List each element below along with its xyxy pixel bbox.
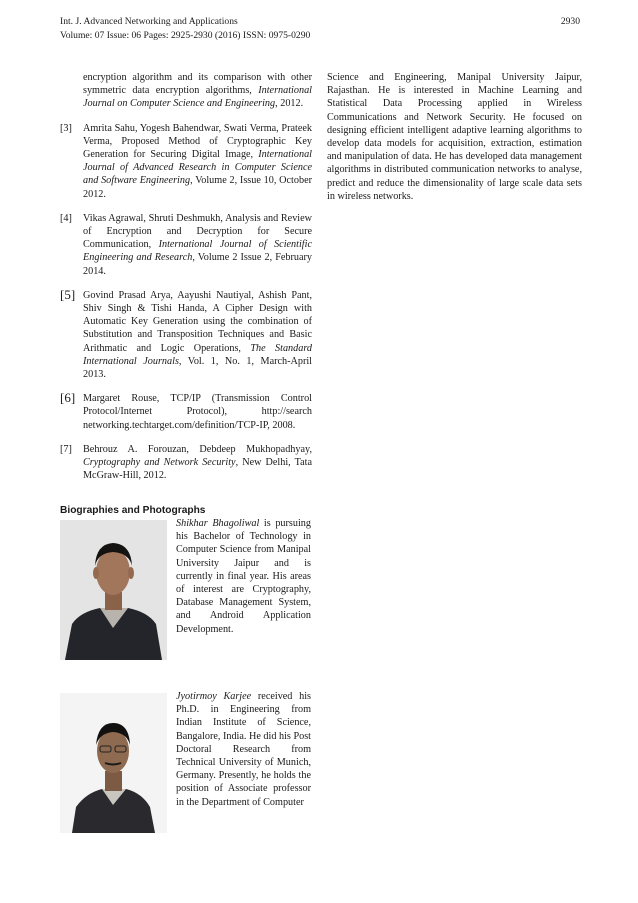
ref-text-end: , Volume 2 Issue 2, February 2014. [83,252,312,277]
author2-portrait-image [60,693,167,833]
bio-section-title: Biographies and Photographs [60,505,206,516]
reference-4 [60,212,312,278]
ref-number: [6] [60,390,76,406]
author2-bio-continued: Science and Engineering, Manipal University Jaipur, Rajasthan. He is interested in Machine Learning and Statistical Data Processing applied in Wireless Communications and Network Security. He focused on designing efficient intelligent adaptive learning algorithms to develop data models for acquisition, extraction, estimation and manipulation of data. He has developed data management algorithms in distributed communication networks to analyse, predict and reduce the dimensionality of large scale data sets in wireless networks. [327,72,582,202]
ref-journal: Cryptography and Network Security [83,457,236,469]
ref-number: [4] [60,212,72,224]
right-column [327,71,582,203]
ref-number: [3] [60,122,72,134]
journal-name: Int. J. Advanced Networking and Applications [60,16,238,27]
ref-text: Behrouz A. Forouzan, Debdeep Mukhopadhyay, [83,443,312,455]
author1-bio-text: is pursuing his Bachelor of Technology in Computer Science from Manipal University Jaipur and is currently in final year. His areas of interest are Cryptography, Database Management System, and Android Application Development. [176,518,311,635]
ref-text: encryption algorithm and its comparison with other symmetric data encryption algorithms, [83,72,312,97]
ref-text: Vikas Agrawal, Shruti Deshmukh, Analysis and Review of Encryption and Decryption for Secure Communication, [83,212,312,251]
references-column [60,71,312,493]
page-header [60,15,580,43]
author1-portrait-image [60,520,167,660]
reference-7 [60,443,312,483]
author2-name: Jyotirmoy Karjee [176,691,252,702]
author1-photo [60,520,167,660]
reference-5 [60,286,313,381]
ref-journal: International Journal of Scientific Engineering and Research [83,239,312,264]
ref-text-end: , Vol. 1, No. 1, March-April 2013. [83,355,313,381]
ref-journal: International Journal on Computer Science and Engineering [83,85,312,110]
volume-info: Volume: 07 Issue: 06 Pages: 2925-2930 (2016) ISSN: 0975-0290 [60,30,311,41]
author1-bio [176,517,311,636]
author2-bio-text: received his Ph.D. in Engineering from Indian Institute of Science, Bangalore, India. He did his Post Doctoral Research from Technical University of Munich, Germany. Presently, he holds the position of Associate professor in the Department of Computer [176,691,312,808]
reference-3 [60,122,312,201]
ref-journal: The Standard International Journals [83,342,312,367]
page-number: 2930 [560,16,580,27]
reference-continued [60,71,312,111]
author1-name: Shikhar Bhagoliwal [176,518,260,529]
author2-photo [60,693,167,833]
ref-number: [7] [60,443,72,455]
ref-text-end: , New Delhi, Tata McGraw-Hill, 2012. [83,457,312,482]
ref-text-end: , 2012. [275,98,304,110]
ref-text: Margaret Rouse, TCP/IP (Transmission Control Protocol/Internet Protocol), http://search networking.techtarget.com/definition/TCP-IP, 2008. [83,393,312,431]
author2-bio [176,690,311,809]
ref-journal: International Journal of Advanced Research in Computer Science and Software Engineering [83,149,312,187]
ref-text: Amrita Sahu, Yogesh Bahendwar, Swati Verma, Prateek Verma, Proposed Method of Cryptographic Key Generation for Securing Digital Image, [83,122,312,161]
ref-text: Govind Prasad Arya, Aayushi Nautiyal, Ashish Pant, Shiv Singh & Tishi Handa, A Cipher Design with Automatic Key Generation using the combination of Substitution and Transposition Techniques and Basic Arithmatic and Logic Operations, [83,289,312,354]
ref-text-end: , Volume 2, Issue 10, October 2012. [83,175,312,200]
ref-number: [5] [60,286,76,302]
reference-6 [60,392,312,432]
